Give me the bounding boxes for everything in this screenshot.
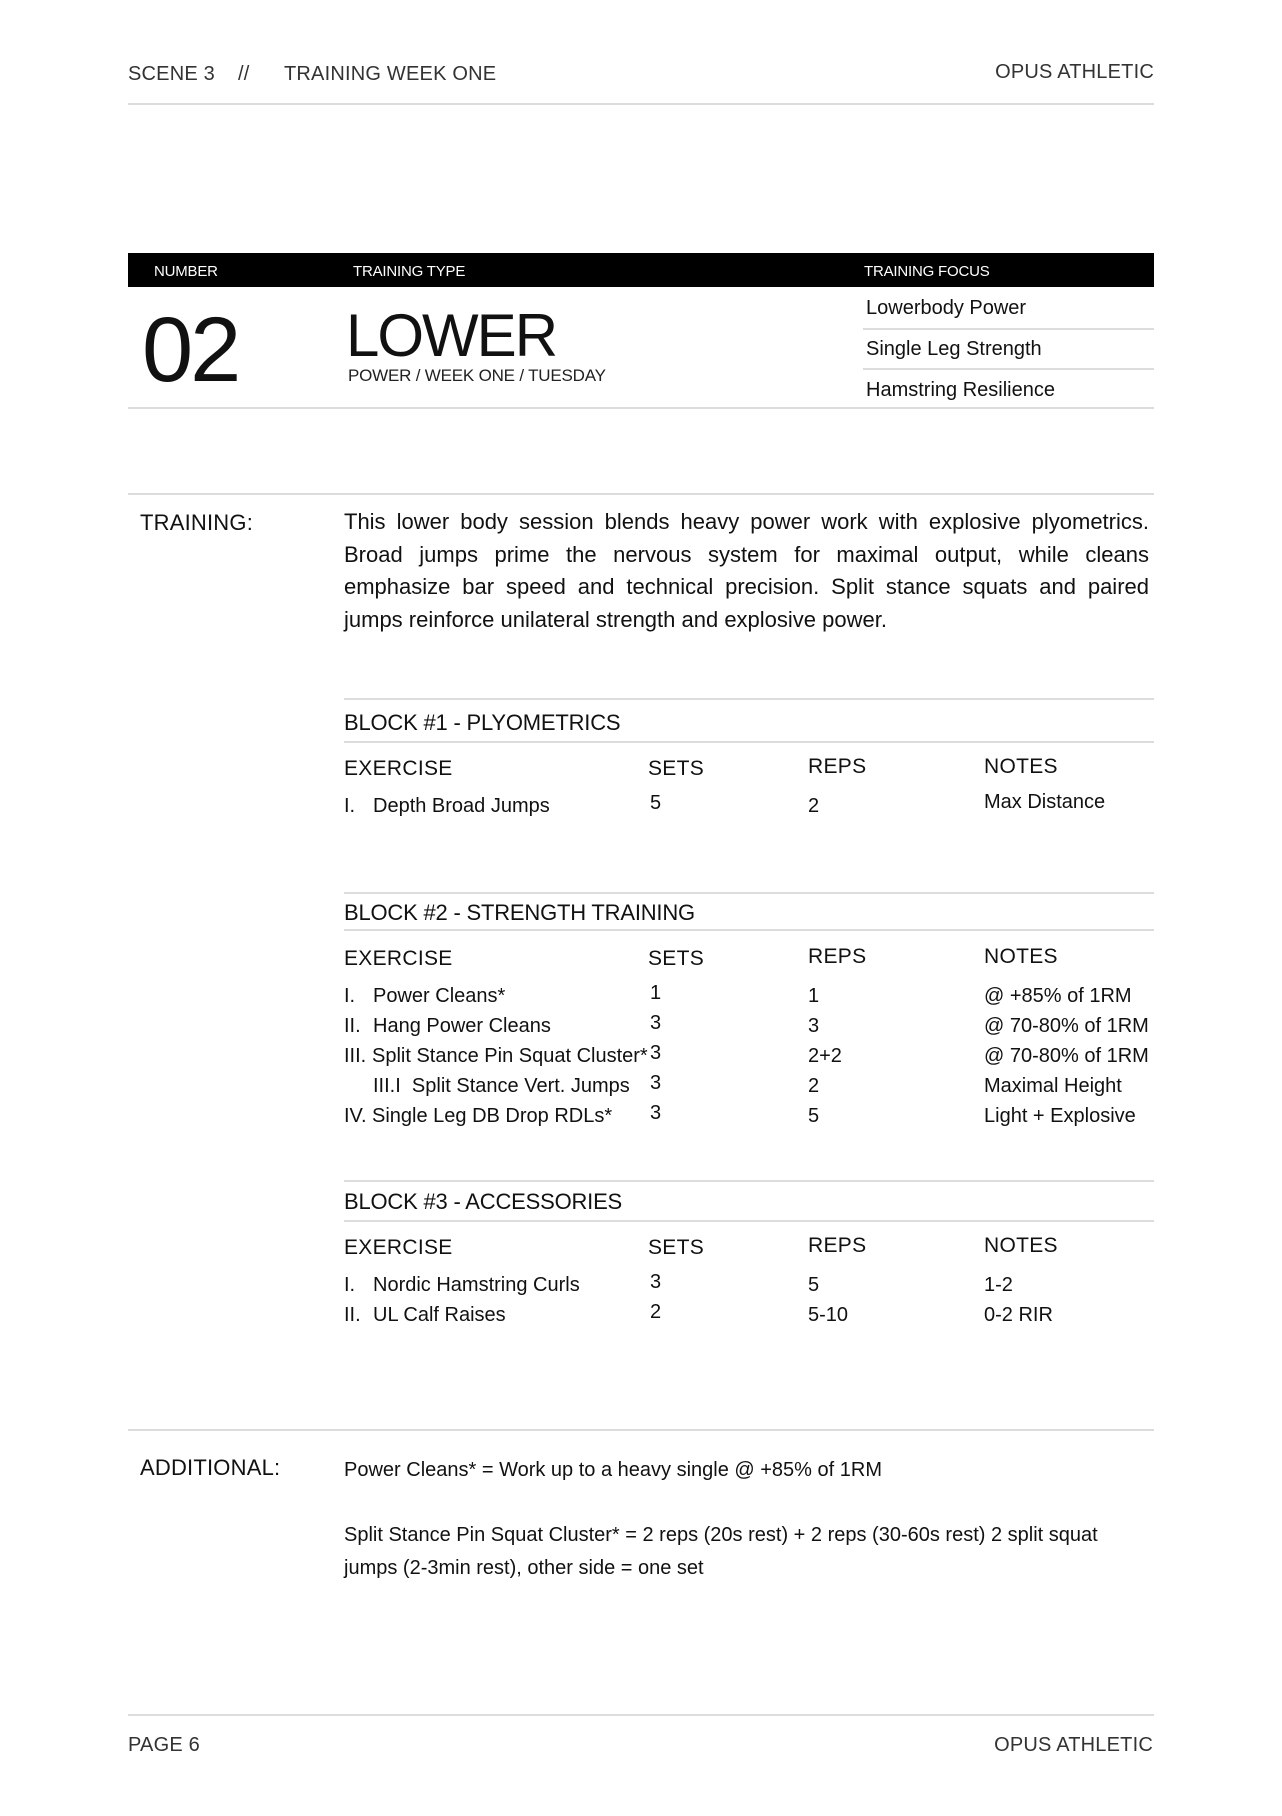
exercise-number: III. (344, 1045, 367, 1067)
footer-divider (128, 1714, 1154, 1716)
training-label: TRAINING: (140, 510, 254, 535)
notes-cell: @ 70-80% of 1RM (984, 1015, 1149, 1037)
block-divider (344, 698, 1154, 700)
block-title: BLOCK #1 - PLYOMETRICS (344, 710, 621, 735)
notes-cell: Max Distance (984, 791, 1106, 813)
sets-cell: 5 (650, 792, 662, 814)
notes-cell: 1-2 (984, 1274, 1013, 1296)
exercise-number: I. (344, 985, 356, 1007)
meta-header-bar (128, 253, 1154, 287)
sets-cell: 3 (650, 1072, 662, 1094)
sets-cell: 3 (650, 1012, 662, 1034)
col-head-notes: NOTES (984, 755, 1058, 778)
col-head-sets: SETS (648, 947, 705, 970)
col-head-reps: REPS (808, 755, 867, 778)
block-divider (344, 1180, 1154, 1182)
focus-divider (863, 328, 1154, 330)
additional-note: Power Cleans* = Work up to a heavy single @ +85% of 1RM (344, 1459, 882, 1481)
exercise-name: Nordic Hamstring Curls (373, 1274, 580, 1296)
meta-label-number: NUMBER (154, 263, 218, 280)
header-divider (128, 103, 1154, 105)
additional-label: ADDITIONAL: (140, 1455, 281, 1480)
col-head-sets: SETS (648, 757, 705, 780)
reps-cell: 5 (808, 1274, 820, 1296)
notes-cell: Maximal Height (984, 1075, 1122, 1097)
exercise-cell (344, 1015, 551, 1038)
exercise-cell (344, 1274, 580, 1297)
reps-cell: 5-10 (808, 1304, 849, 1326)
training-type: LOWER (346, 302, 557, 369)
footer-brand: OPUS ATHLETIC (994, 1734, 1153, 1756)
block-title: BLOCK #3 - ACCESSORIES (344, 1189, 623, 1214)
reps-cell: 1 (808, 985, 820, 1007)
session-number: 02 (142, 299, 239, 401)
col-head-reps: REPS (808, 1234, 867, 1257)
exercise-name: Split Stance Pin Squat Cluster* (372, 1045, 648, 1067)
reps-cell: 2 (808, 1075, 820, 1097)
col-head-exercise: EXERCISE (344, 1236, 453, 1259)
additional-note: Split Stance Pin Squat Cluster* = 2 reps (20s rest) + 2 reps (30-60s rest) 2 split squat jumps (2-3min rest), other side = one set (344, 1524, 1098, 1579)
exercise-name: UL Calf Raises (373, 1304, 506, 1326)
sets-cell: 3 (650, 1102, 662, 1124)
focus-divider (863, 368, 1154, 370)
sets-cell: 3 (650, 1042, 662, 1064)
exercise-cell (373, 1075, 630, 1098)
training-description: This lower body session blends heavy power work with explosive plyometrics. Broad jumps prime the nervous system for maximal output, while cleans emphasize bar speed and technical precision. Split stance squats and paired jumps reinforce unilateral strength and explosive power. (344, 509, 1149, 632)
exercise-number: III.I (373, 1075, 401, 1097)
training-subtitle: POWER / WEEK ONE / TUESDAY (348, 366, 606, 385)
notes-cell: @ +85% of 1RM (984, 985, 1132, 1007)
focus-item: Hamstring Resilience (866, 379, 1055, 401)
exercise-name: Hang Power Cleans (373, 1015, 551, 1037)
exercise-cell (344, 1304, 506, 1327)
exercise-name: Depth Broad Jumps (373, 795, 550, 817)
notes-cell: @ 70-80% of 1RM (984, 1045, 1149, 1067)
block-divider (344, 741, 1154, 743)
sets-cell: 2 (650, 1301, 662, 1323)
sets-cell: 1 (650, 982, 662, 1004)
exercise-name: Split Stance Vert. Jumps (411, 1075, 630, 1097)
exercise-cell (344, 1105, 612, 1128)
col-head-sets: SETS (648, 1236, 705, 1259)
block-divider (344, 892, 1154, 894)
exercise-number: I. (344, 1274, 356, 1296)
focus-item: Lowerbody Power (866, 297, 1027, 319)
meta-label-type: TRAINING TYPE (353, 263, 466, 280)
col-head-notes: NOTES (984, 945, 1058, 968)
reps-cell: 2 (808, 795, 820, 817)
exercise-name: Single Leg DB Drop RDLs* (372, 1105, 613, 1127)
reps-cell: 5 (808, 1105, 820, 1127)
footer-page: PAGE 6 (128, 1734, 200, 1756)
block-divider (344, 929, 1154, 931)
exercise-number: IV. (344, 1105, 367, 1127)
block-title: BLOCK #2 - STRENGTH TRAINING (344, 900, 695, 925)
exercise-cell (344, 1045, 648, 1068)
exercise-cell (344, 985, 505, 1008)
reps-cell: 3 (808, 1015, 820, 1037)
exercise-name: Power Cleans* (373, 985, 506, 1007)
col-head-notes: NOTES (984, 1234, 1058, 1257)
block-divider (344, 1220, 1154, 1222)
header-separator: // (238, 63, 250, 85)
notes-cell: Light + Explosive (984, 1105, 1136, 1127)
col-head-exercise: EXERCISE (344, 947, 453, 970)
exercise-number: II. (344, 1015, 361, 1037)
training-divider (128, 493, 1154, 495)
meta-bottom-divider (128, 407, 1154, 409)
header-week: TRAINING WEEK ONE (284, 63, 497, 85)
additional-divider (128, 1429, 1154, 1431)
header-brand: OPUS ATHLETIC (995, 61, 1154, 83)
sets-cell: 3 (650, 1271, 662, 1293)
col-head-reps: REPS (808, 945, 867, 968)
exercise-number: I. (344, 795, 356, 817)
notes-cell: 0-2 RIR (984, 1304, 1053, 1326)
reps-cell: 2+2 (808, 1045, 842, 1067)
meta-label-focus: TRAINING FOCUS (864, 263, 990, 280)
exercise-cell (344, 795, 550, 818)
exercise-number: II. (344, 1304, 361, 1326)
focus-item: Single Leg Strength (866, 338, 1042, 360)
header-scene: SCENE 3 (128, 63, 215, 85)
col-head-exercise: EXERCISE (344, 757, 453, 780)
